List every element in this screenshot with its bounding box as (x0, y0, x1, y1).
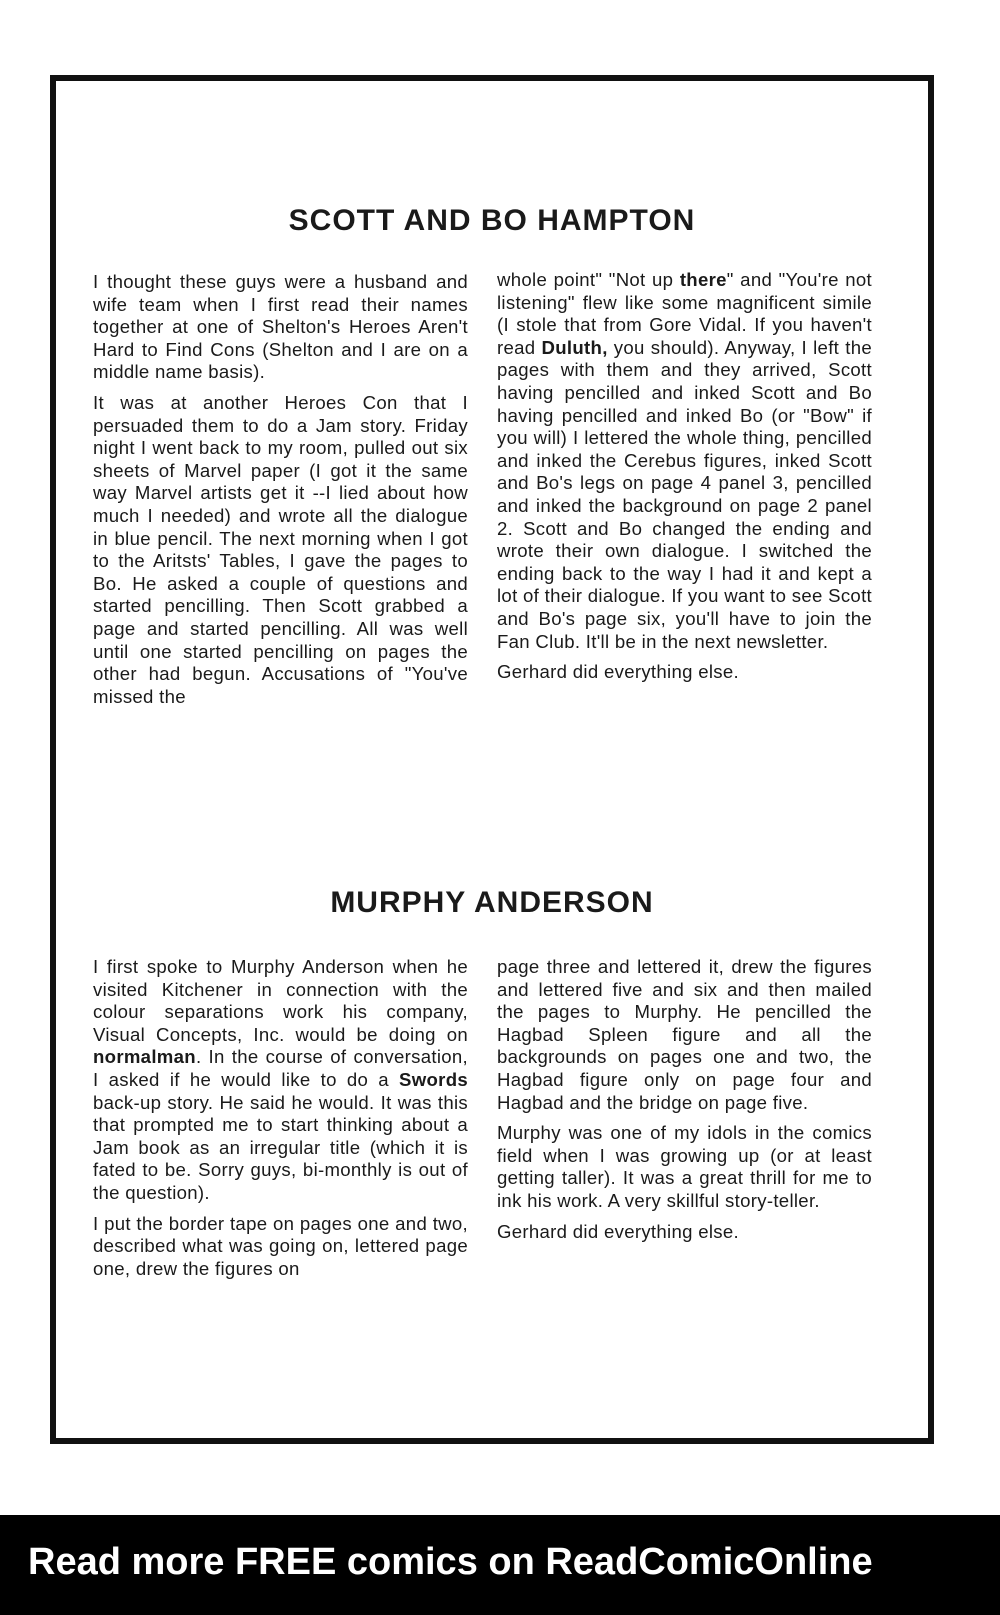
text-run: whole point" "Not up (497, 269, 680, 290)
book-title-duluth: Duluth, (541, 336, 608, 358)
promo-banner[interactable] (0, 1515, 1000, 1615)
anderson-paragraph-4: Murphy was one of my idols in the comics field when I was growing up (or at least getting taller). It was a great thrill for me to ink his work. A very skillful story-teller. (497, 1122, 872, 1211)
anderson-left-column (93, 956, 468, 1288)
text-run: . In the course of conversation, I asked if he would like to do a (93, 1046, 468, 1090)
book-title-normalman: normalman (93, 1046, 196, 1068)
text-run: you should). Anyway, I left the pages with them and they arrived, Scott having pencilled and inked Scott and Bo having pencilled and inked Bo (or "Bow" if you will) I lettered the whole thing, pencilled and inked the Cerebus figures, inked Scott and Bo's legs on page 4 panel 3, pencilled and inked the background on page 2 panel 2. Scott and Bo changed the ending and wrote their own dialogue. I switched the ending back to the way I had it and kept a lot of their dialogue. If you want to see Scott and Bo's page six, you'll have to join the Fan Club. It'll be in the next newsletter. (497, 336, 873, 652)
text-run: I first spoke to Murphy Anderson when he visited Kitchener in connection with the colour separations work his company, Visual Concepts, Inc. would be doing on (93, 956, 468, 1045)
text-run: back-up story. He said he would. It was this that prompted me to start thinking about a Jam book as an irregular title (which it is fated to be. Sorry guys, bi-monthly is out of the question). (93, 1091, 468, 1203)
hampton-left-column (93, 271, 468, 716)
hampton-paragraph-1: I thought these guys were a husband and wife team when I first read their names together at one of Shelton's Heroes Aren't Hard to Find Cons (Shelton and I are on a middle name basis). (93, 271, 468, 383)
emphasis-there: there (679, 269, 727, 290)
anderson-right-column (497, 956, 872, 1251)
book-title-swords: Swords (399, 1068, 468, 1090)
hampton-paragraph-2: It was at another Heroes Con that I persuaded them to do a Jam story. Friday night I went back to my room, pulled out six sheets of Marvel paper (I got it the same way Marvel artists get it --I lied about how much I needed) and wrote all the dialogue in blue pencil. The next morning when I got to the Aritsts' Tables, I gave the pages to Bo. He asked a couple of questions and started pencilling. Then Scott grabbed a page and started pencilling. All was well until one started pencilling on pages the other had begun. Accusations of "You've missed the (93, 391, 468, 707)
anderson-closing-line: Gerhard did everything else. (497, 1220, 739, 1242)
page-border (50, 75, 934, 1444)
hampton-right-column (497, 269, 872, 692)
anderson-paragraph-1 (93, 956, 468, 1205)
promo-banner-text[interactable]: Read more FREE comics on ReadComicOnline (28, 1541, 873, 1583)
anderson-paragraph-2: I put the border tape on pages one and two, described what was going on, lettered page one, drew the figures on (93, 1212, 468, 1279)
section-title-hampton: SCOTT AND BO HAMPTON (288, 204, 696, 237)
hampton-paragraph-3 (497, 269, 872, 653)
section-title-anderson: MURPHY ANDERSON (330, 886, 654, 919)
hampton-closing-line: Gerhard did everything else. (497, 661, 739, 683)
text-run: " and "You're not listening" flew like some magnificent simile (I stole that from Gore Vidal. If you haven't read (497, 269, 872, 358)
anderson-paragraph-3: page three and lettered it, drew the figures and lettered five and six and then mailed the pages to Murphy. He pencilled the Hagbad Spleen figure and all the backgrounds on pages one and two, the Hagbad figure only on page four and Hagbad and the bridge on page five. (497, 956, 872, 1113)
